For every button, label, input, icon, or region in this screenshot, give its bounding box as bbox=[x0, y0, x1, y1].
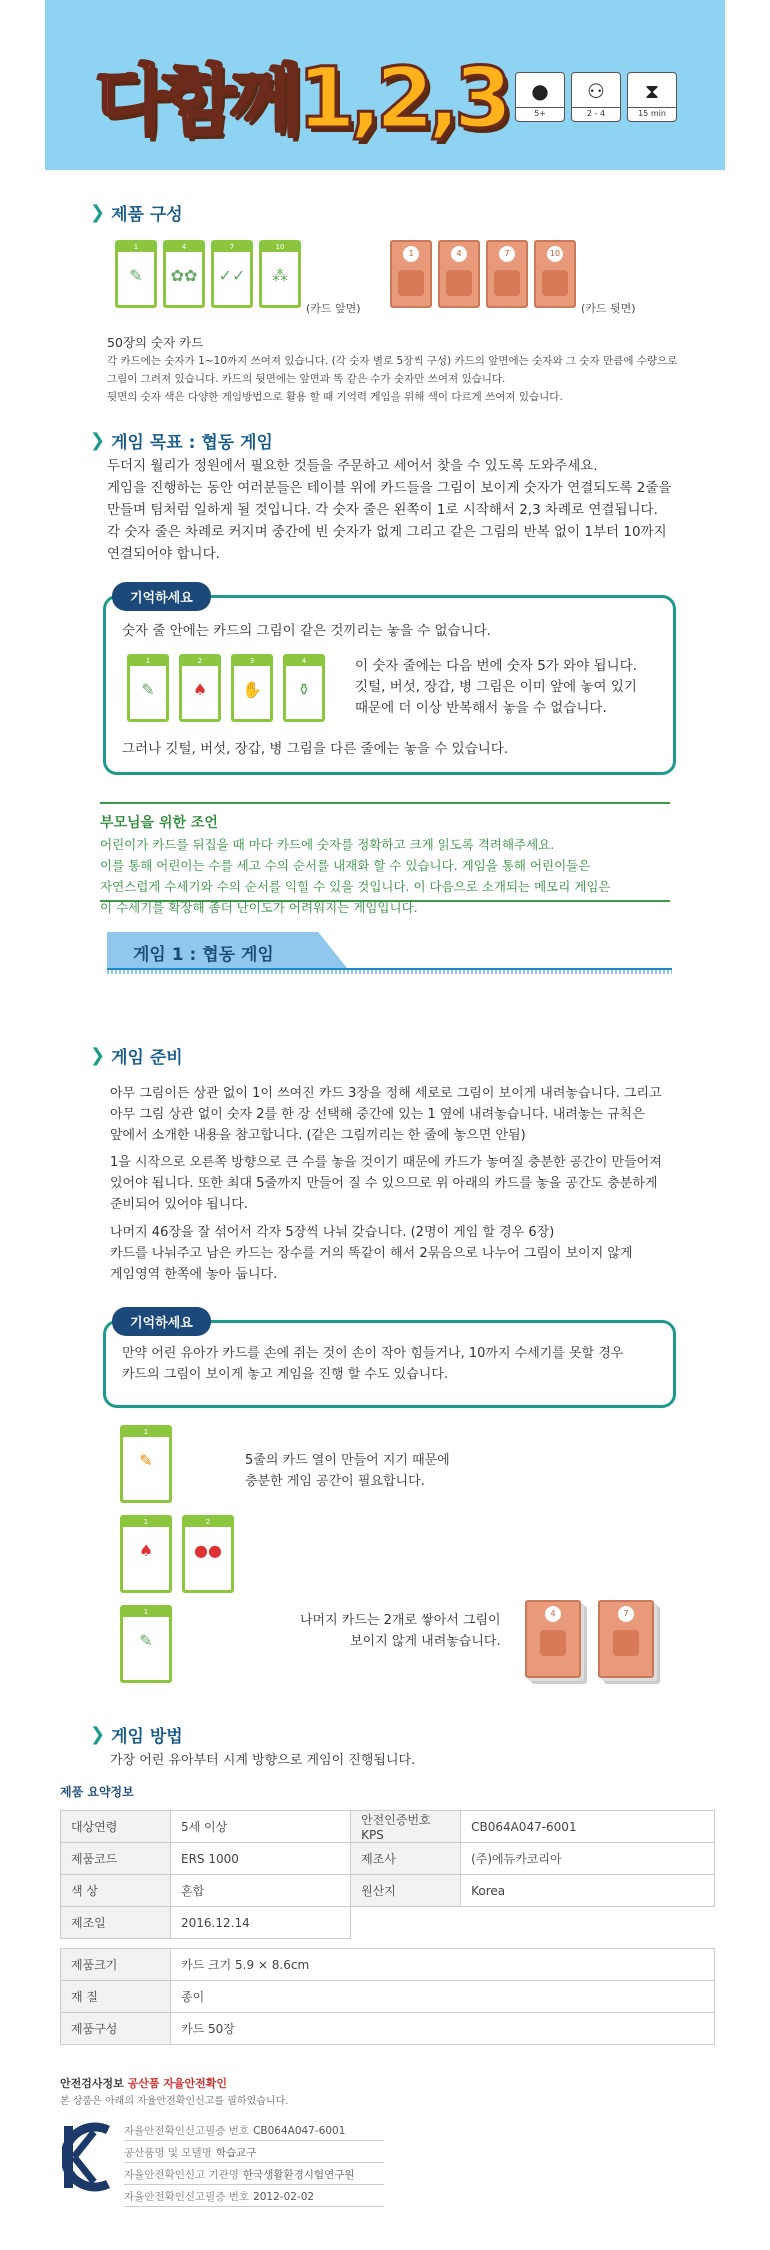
reminder-side-text: 이 숫자 줄에는 다음 번에 숫자 5가 와야 됩니다. 깃털, 버섯, 장갑, 병 그림은 이미 앞에 놓여 있기 때문에 더 이상 반복해서 놓을 수 없습니다. bbox=[355, 658, 637, 716]
feather-icon: ✎ bbox=[139, 1631, 153, 1650]
hero-banner bbox=[45, 0, 725, 170]
arrow-icon: ❯ bbox=[90, 1045, 106, 1066]
front-card: 7 ✓✓ bbox=[211, 240, 253, 308]
mole-icon bbox=[613, 1630, 639, 1656]
reminder-tag: 기억하세요 bbox=[112, 582, 211, 611]
reminder-bottom-text: 그러나 깃털, 버섯, 장갑, 병 그림을 다른 줄에는 놓을 수 있습니다. bbox=[122, 741, 509, 757]
components-desc: 각 카드에는 숫자가 1~10까지 쓰여져 있습니다. (각 숫자 별로 5장씩 구성) 카드의 앞면에는 숫자와 그 숫자 만큼에 수량으로 그림이 그려져 있습니다. 카드의 뒷면에는 앞면과 똑 같은 수가 숫자만 쓰여져 있습니다. 뒷면의 숫자 색은 다양한 게임방법으로 활용 할 때 기억력 게임을 위해 색이 다르게 쓰여져 있습니다. bbox=[107, 355, 678, 403]
layout-card: 2 ●● bbox=[182, 1515, 234, 1593]
prep-paragraph-2: 1을 시작으로 오른쪽 방향으로 큰 수를 놓을 것이기 때문에 카드가 놓여질 충분한 공간이 만들어져 있어야 됩니다. 또한 최대 5줄까지 만들어 질 수 있으므로 위 아래의 카드를 놓을 공간도 충분하게 준비되어 있어야 됩니다. bbox=[110, 1155, 662, 1212]
section-components: ❯ 제품 구성 bbox=[90, 202, 183, 225]
section-method: ❯ 게임 방법 bbox=[90, 1724, 183, 1747]
example-card: 1 ✎ bbox=[127, 654, 169, 722]
goal-text: 두더지 월리가 정원에서 필요한 것들을 주문하고 세어서 찾을 수 있도록 도와주세요. 게임을 진행하는 동안 여러분들은 테이블 위에 카드들을 그림이 보이게 숫자가 연결되도록 2줄을 만들며 팀처럼 일하게 될 것입니다. 각 숫자 줄은 왼쪽이 1로 시작해서 2,3 차례로 연결됩니다. 각 숫자 줄은 차례로 커지며 중간에 빈 숫자가 없게 그리고 같은 그림의 반복 없이 1부터 10까지 연결되어야 합니다. bbox=[107, 458, 672, 562]
safety-sub: 본 상품은 아래의 자율안전확인신고를 필하였습니다. bbox=[60, 2096, 289, 2107]
glove-icon: ✋ bbox=[242, 680, 262, 699]
front-label: (카드 앞면) bbox=[306, 302, 361, 315]
layout-note-1: 5줄의 카드 열이 만들어 지기 때문에 충분한 게임 공간이 필요합니다. bbox=[245, 1453, 450, 1489]
reminder-2-text: 만약 어린 유아가 카드를 손에 쥐는 것이 손이 작아 힘들거나, 10까지 수세기를 못할 경우 카드의 그림이 보이게 놓고 게임을 진행 할 수도 있습니다. bbox=[122, 1346, 624, 1382]
safety-row: 자율안전확인신고필증 번호 2012-02-02 bbox=[124, 2188, 384, 2207]
front-card: 10 ⁂ bbox=[259, 240, 301, 308]
hourglass-icon: ⧗ bbox=[644, 79, 660, 103]
carrot-icon: ✎ bbox=[139, 1451, 153, 1470]
back-card: 4 bbox=[438, 240, 480, 308]
mushroom-icon: ♠ bbox=[192, 680, 208, 699]
table-row: 제품코드 ERS 1000 제조사 (주)에듀카코리아 bbox=[61, 1843, 715, 1875]
feather-icon: ✎ bbox=[129, 266, 143, 285]
arrow-icon: ❯ bbox=[90, 202, 106, 223]
arrow-icon: ❯ bbox=[90, 430, 106, 451]
time-badge: ⧗ 15 min bbox=[627, 72, 677, 122]
kc-mark-logo bbox=[62, 2122, 114, 2192]
mole-icon bbox=[542, 270, 568, 296]
table-row: 제조일 2016.12.14 bbox=[61, 1907, 715, 1939]
draw-pile: 7 bbox=[598, 1600, 654, 1678]
layout-card: 1 ✎ bbox=[120, 1425, 172, 1503]
product-title: 다함께1,2,3 bbox=[95, 49, 507, 147]
layout-note-2: 나머지 카드는 2개로 쌓아서 그림이 보이지 않게 내려놓습니다. bbox=[300, 1613, 501, 1649]
table-row: 제품크기 카드 크기 5.9 × 8.6cm bbox=[61, 1949, 715, 1981]
section-prep: ❯ 게임 준비 bbox=[90, 1045, 183, 1068]
safety-row: 자율안전확인신고 기관명 한국생활환경시험연구원 bbox=[124, 2166, 384, 2185]
section-goal: ❯ 게임 목표 : 협동 게임 bbox=[90, 430, 273, 453]
mole-icon bbox=[494, 270, 520, 296]
example-card: 2 ♠ bbox=[179, 654, 221, 722]
spec-table bbox=[60, 1810, 715, 2045]
draw-pile: 4 bbox=[525, 1600, 581, 1678]
layout-card: 1 ✎ bbox=[120, 1605, 172, 1683]
game1-banner: 게임 1 : 협동 게임 bbox=[107, 932, 672, 974]
prep-paragraph-3: 나머지 46장을 잘 섞어서 각자 5장씩 나눠 갖습니다. (2명이 게임 할 경우 6장) 카드를 나눠주고 남은 카드는 장수를 거의 똑같이 해서 2묶음으로 나누어 그림이 보이지 않게 게임영역 한쪽에 놓아 둡니다. bbox=[110, 1225, 633, 1282]
table-row: 대상연령 5세 이상 안전인증번호KPS CB064A047-6001 bbox=[61, 1811, 715, 1843]
mushroom-icon: ♠ bbox=[138, 1541, 154, 1560]
back-label: (카드 뒷면) bbox=[581, 302, 636, 315]
back-card: 1 bbox=[390, 240, 432, 308]
mole-icon bbox=[540, 1630, 566, 1656]
back-card: 7 bbox=[486, 240, 528, 308]
prep-paragraph-1: 아무 그림이든 상관 없이 1이 쓰여진 카드 3장을 정해 세로로 그림이 보이게 내려놓습니다. 그리고 아무 그림 상관 없이 숫자 2를 한 장 선택해 중간에 있는 1 옆에 내려놓습니다. 내려놓는 규칙은 앞에서 소개한 내용을 참고합니다. (같은 그림끼리는 한 줄에 놓으면 안됨) bbox=[110, 1086, 662, 1143]
example-card: 3 ✋ bbox=[231, 654, 273, 722]
tomato-icon: ●● bbox=[194, 1541, 222, 1560]
flower-icon: ✿✿ bbox=[170, 266, 198, 285]
age-badge: ● 5+ bbox=[515, 72, 565, 122]
front-card: 1 ✎ bbox=[115, 240, 157, 308]
players-at-table-icon: ⚇ bbox=[587, 79, 605, 103]
safety-row: 공산품명 및 모델명 학습교구 bbox=[124, 2144, 384, 2163]
one-person-icon: ● bbox=[531, 79, 549, 103]
bird-icon: ✓✓ bbox=[218, 266, 246, 285]
table-row: 재 질 종이 bbox=[61, 1981, 715, 2013]
info-icons bbox=[515, 72, 677, 122]
back-card: 10 bbox=[534, 240, 576, 308]
reminder-tag-2: 기억하세요 bbox=[112, 1307, 211, 1336]
spec-title: 제품 요약정보 bbox=[60, 1785, 134, 1799]
safety-title: 안전검사정보 공산품 자율안전확인 bbox=[60, 2077, 228, 2090]
card-count-title: 50장의 숫자 카드 bbox=[107, 335, 204, 350]
safety-row: 자율안전확인신고필증 번호 CB064A047-6001 bbox=[124, 2122, 384, 2141]
reminder-top-text: 숫자 줄 안에는 카드의 그림이 같은 것끼리는 놓을 수 없습니다. bbox=[122, 623, 491, 639]
table-row: 색 상 혼합 원산지 Korea bbox=[61, 1875, 715, 1907]
seeds-icon: ⁂ bbox=[272, 266, 288, 285]
layout-card: 1 ♠ bbox=[120, 1515, 172, 1593]
feather-icon: ✎ bbox=[141, 680, 155, 699]
arrow-icon: ❯ bbox=[90, 1724, 106, 1745]
mole-icon bbox=[446, 270, 472, 296]
table-row: 제품구성 카드 50장 bbox=[61, 2013, 715, 2045]
front-card: 4 ✿✿ bbox=[163, 240, 205, 308]
mole-icon bbox=[398, 270, 424, 296]
method-text: 가장 어린 유아부터 시계 방향으로 게임이 진행됩니다. bbox=[110, 1753, 416, 1768]
players-badge: ⚇ 2 - 4 bbox=[571, 72, 621, 122]
example-card: 4 ⚱ bbox=[283, 654, 325, 722]
parent-advice: 부모님을 위한 조언 어린이가 카드를 뒤집을 때 마다 카드에 숫자를 정확하고 크게 읽도록 격려해주세요. 이를 통해 어린이는 수를 세고 수의 순서를 내재화 할 수 있습니다. 게임을 통해 어린이들은 자연스럽게 수세기와 수의 순서를 익힐 수 있을 것입니다. 이 다음으로 소개되는 메모리 게임은 이 수세기를 확장해 좀더 난이도가 어려워지는 게임입니다. bbox=[100, 802, 670, 902]
bottle-icon: ⚱ bbox=[297, 680, 311, 699]
